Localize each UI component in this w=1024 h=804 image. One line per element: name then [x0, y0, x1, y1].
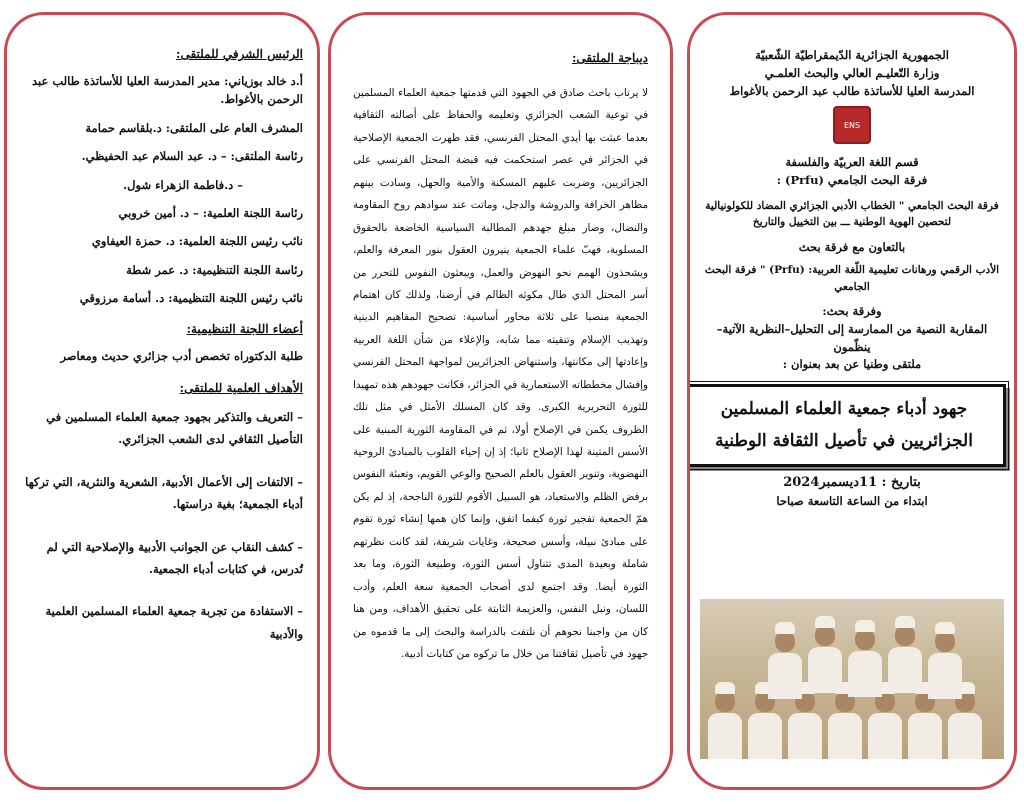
organizing-committee-chair: رئاسة اللجنة التنظيمية: د. عمر شطة [126, 262, 303, 277]
forum-label: ملتقى وطنيا عن بعد بعنوان : [782, 357, 922, 372]
forum-chair-1: رئاسة الملتقى: – د. عبد السلام عبد الحفيظي. [81, 149, 303, 164]
third-team-label: وفرقة بحث: [822, 303, 882, 318]
panel-committees [4, 12, 320, 790]
preamble-heading: ديباجة الملتقى: [571, 51, 648, 65]
research-team-label: فرقة البحث الجامعي (Prfu) : [776, 173, 928, 188]
forum-title-line-1: جهود أدباء جمعية العلماء المسلمين [720, 399, 968, 420]
panel-cover [687, 12, 1017, 790]
goal-item: – الالتفات إلى الأعمال الأدبية، الشعرية والنثرية، التي تركها أدباء الجمعية؛ بغية دراستها. [25, 474, 303, 512]
organize-label: ينظّمون [833, 339, 871, 354]
panel-preamble [328, 12, 673, 790]
members-label: أعضاء اللجنة التنظيمية: [186, 321, 303, 336]
third-team-title: المقاربة النصية من الممارسة إلى التحليل–النظرية الآتية– [716, 321, 988, 336]
organizing-committee-vice: نائب رئيس اللجنة التنظيمية: د. أسامة مرزوقي [79, 291, 303, 306]
scientific-committee-vice: نائب رئيس اللجنة العلمية: د. حمزة العيفاوي [91, 234, 303, 249]
preamble-body: لا يرتاب باحث صادق في الجهود التي قدمتها جمعية العلماء المسلمين في توعية الشعب الجزائري وتعليمه والحفاظ على أصالته الثقافية بعدما عبثت بها أيدي المحتل الفرنسي، فقد ظهرت الجمعية الإصلاحية في الجزائر في عصر استحكمت فيه قبضة المحتل الفرنسي على الجزائريين، وضربت عليهم المسكنة والأمية والجهل، وسادت بينهم مظاهر الخرافة والدروشة والدجل، وماتت عند سوادهم روح المقاومة والنضال، وصار مبلغ جهدهم المطالبة السياسية الخاضعة بالحقوق المسلوبة، فهبّ علماء الجمعية ينيرون العقول بنور المعرفة والعلم، ويشحذون الهمم نحو النهوض والعمل، ويبعثون النفوس للتحرر من أسر المحتل الذي طال مكوثه الظالم في أرضنا، ولذلك كان اهتمام الجمعية منصبا على ثلاثة محاور أساسية: تصحيح المفاهيم الدينية وتهذيب الإسلام وتنقيته مما شابه، والإعلاء من شأن اللغة العربية وإعادتها إلى مكانتها، واستنهاض الجزائريين لمواجهة المحتل الفرنسي وإفشال مخططاته الاستعمارية في الجزائر، فكانت جهودهم هذه تمهيدا للثورة التحريرية الكبرى. وقد كان المسلك الأمثل في مثل تلك الظروف يكمن في الإصلاح أولا، ثم في المقاومة الثورية المبنية على الأسس المتينة لهذا الإصلاح ثانيا؛ إذ إن إحياء القلوب بالمبادئ الروحية النهضوية، وتنوير العقول بالعلم الصحيح والوعي القويم، وتعبئة النفوس برفض الظلم والاستعباد، هو السبيل الأقوم للثورة الناجحة، إذ لم يكن همّ الجمعية تفجير ثورة كيفما اتفق، وإنما كان همها إنشاء ثورة تقوم على مبادئ نبيلة، وأسس صحيحة، وغايات شريفة، لقد كانت نظرتهم شاملة وبعيدة المدى تتناول أسس الثورة، وطبيعة الثورة، وما بعد الثورة أيضا. وقد اجتمع لدى أصحاب الجمعية سعة العلم، وأدب اللسان، ونبل النفس، والعزيمة الثابتة على تحقيق الأهداف، ومن هنا كان من واجبنا نحوهم أن نلتفت بالدراسة والبحث إلى ما قدموه من جهود في تأصيل ثقافتنا من خلال ما تركوه من كتابات أدبية. [353, 87, 648, 660]
members-value: طلبة الدكتوراه تخصص أدب جزائري حديث ومعاصر [60, 348, 303, 363]
forum-time: ابتداء من الساعة التاسعة صباحا [776, 493, 928, 508]
forum-chair-2: – د.فاطمة الزهراء شول. [123, 177, 243, 192]
forum-title-line-2: الجزائريين في تأصيل الثقافة الوطنية [715, 431, 973, 452]
forum-title-box [687, 384, 1006, 467]
honorary-president-label: الرئيس الشرفي للملتقى: [176, 47, 303, 61]
republic-name: الجمهورية الجزائرية الدّيمقراطيّة الشّعبيّة [755, 48, 949, 62]
second-team-title: الأدب الرقمي ورهانات تعليمية اللّغة العربية: (Prfu) " فرقة البحث الجامعي [704, 264, 1000, 293]
scientific-committee-chair: رئاسة اللجنة العلمية: – د. أمين خروبي [118, 205, 303, 220]
goal-item: – الاستفادة من تجربة جمعية العلماء المسلمين العلمية والأدبية [45, 604, 303, 641]
school-logo-icon: ENS [833, 106, 871, 144]
ministry-name: وزارة التّعليـم العالي والبحث العلمـي [764, 65, 940, 80]
honorary-president: أ.د خالد بوزياني: مدير المدرسة العليا للأساتذة طالب عبد الرحمن بالأغواط. [31, 74, 303, 107]
school-name: المدرسة العليا للأساتذة طالب عبد الرحمن بالأغواط [729, 83, 975, 98]
scholars-group-photo [700, 599, 1004, 759]
research-team-title: فرقة البحث الجامعي " الخطاب الأدبي الجزائري المضاد للكولونيالية لتحصين الهوية الوطنية ـــ بين التخييل والتاريخ [705, 200, 999, 229]
goals-label: الأهداف العلمية للملتقى: [179, 380, 303, 395]
cooperation-label: بالتعاون مع فرقة بحث [798, 239, 906, 254]
general-supervisor: المشرف العام على الملتقى: د.بلقاسم حمامة [85, 120, 303, 135]
goal-item: – كشف النقاب عن الجوانب الأدبية والإصلاحية التي لم تُدرس، في كتابات أدباء الجمعية. [46, 539, 303, 577]
goal-item: – التعريف والتذكير بجهود جمعية العلماء المسلمين في التأصيل الثقافي لدى الشعب الجزائري. [46, 409, 303, 447]
department-name: قسم اللغة العربيّة والفلسفة [785, 155, 919, 170]
forum-date: بتاريخ : 11ديسمبر2024 [783, 474, 921, 490]
